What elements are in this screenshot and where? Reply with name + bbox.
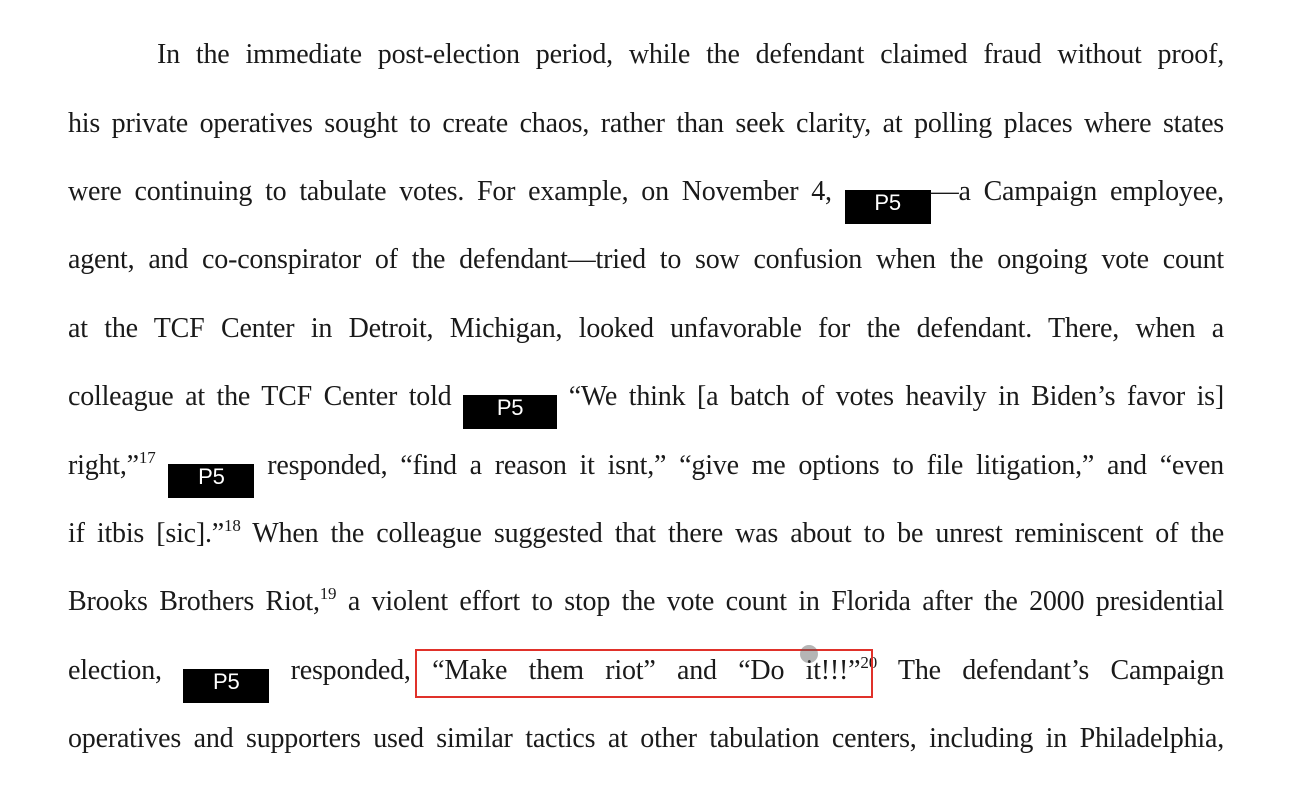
line-text: responded, “Make them riot” and “Do it!!!” — [269, 655, 861, 686]
footnote-marker: 19 — [319, 584, 337, 603]
line-text: his private operatives sought to create chaos, rather than seek clarity, at polling places where states — [68, 108, 1224, 139]
line-text: election, — [68, 655, 184, 686]
paragraph-line-7 — [68, 449, 1224, 498]
redaction-label: P5 — [212, 669, 240, 694]
paragraph-line-1 — [157, 38, 1224, 72]
paragraph-line-3 — [68, 175, 1224, 224]
line-text: right,” — [68, 450, 139, 481]
line-text: In the immediate post-election period, while the defendant claimed fraud without proof, — [157, 39, 1224, 70]
footnote-marker: 20 — [860, 653, 878, 672]
footnote-marker: 17 — [138, 448, 156, 467]
line-text: When the colleague suggested that there was about to be unrest reminiscent of the — [240, 518, 1224, 549]
redaction-block — [183, 669, 269, 703]
line-text: agent, and co-conspirator of the defendant—tried to sow confusion when the ongoing vote count — [68, 244, 1224, 275]
redaction-label: P5 — [198, 464, 225, 489]
redaction-block — [845, 190, 931, 224]
line-text: at the TCF Center in Detroit, Michigan, looked unfavorable for the defendant. There, when a — [68, 313, 1224, 344]
redaction-block — [168, 464, 254, 498]
line-text: if itbis [sic].” — [68, 518, 225, 549]
footnote-marker: 18 — [224, 516, 241, 535]
paragraph-line-10 — [68, 654, 1224, 703]
paragraph-line-8 — [68, 517, 1224, 551]
redaction-label: P5 — [496, 395, 524, 420]
redaction-label: P5 — [874, 190, 901, 215]
line-text: —a Campaign employee, — [930, 176, 1224, 207]
line-text: Brooks Brothers Riot, — [68, 586, 320, 617]
line-text: colleague at the TCF Center told — [68, 381, 464, 412]
paragraph-line-2 — [68, 107, 1224, 141]
line-text: “We think [a batch of votes heavily in Biden’s favor is] — [557, 381, 1224, 412]
line-text: responded, “find a reason it isnt,” “give me options to file litigation,” and “even — [254, 450, 1224, 481]
paragraph-line-4 — [68, 243, 1224, 277]
paragraph-line-9 — [68, 585, 1224, 619]
paragraph-line-5 — [68, 312, 1224, 346]
paragraph-line-6 — [68, 380, 1224, 429]
line-text: a violent effort to stop the vote count in Florida after the 2000 presidential — [336, 586, 1224, 617]
line-text: were continuing to tabulate votes. For example, on November 4, — [68, 176, 845, 207]
paragraph-line-11 — [68, 722, 1224, 756]
redaction-block — [463, 395, 557, 429]
line-text: The defendant’s Campaign — [877, 655, 1225, 686]
line-text: operatives and supporters used similar tactics at other tabulation centers, including in Philadelphia, — [68, 723, 1224, 754]
